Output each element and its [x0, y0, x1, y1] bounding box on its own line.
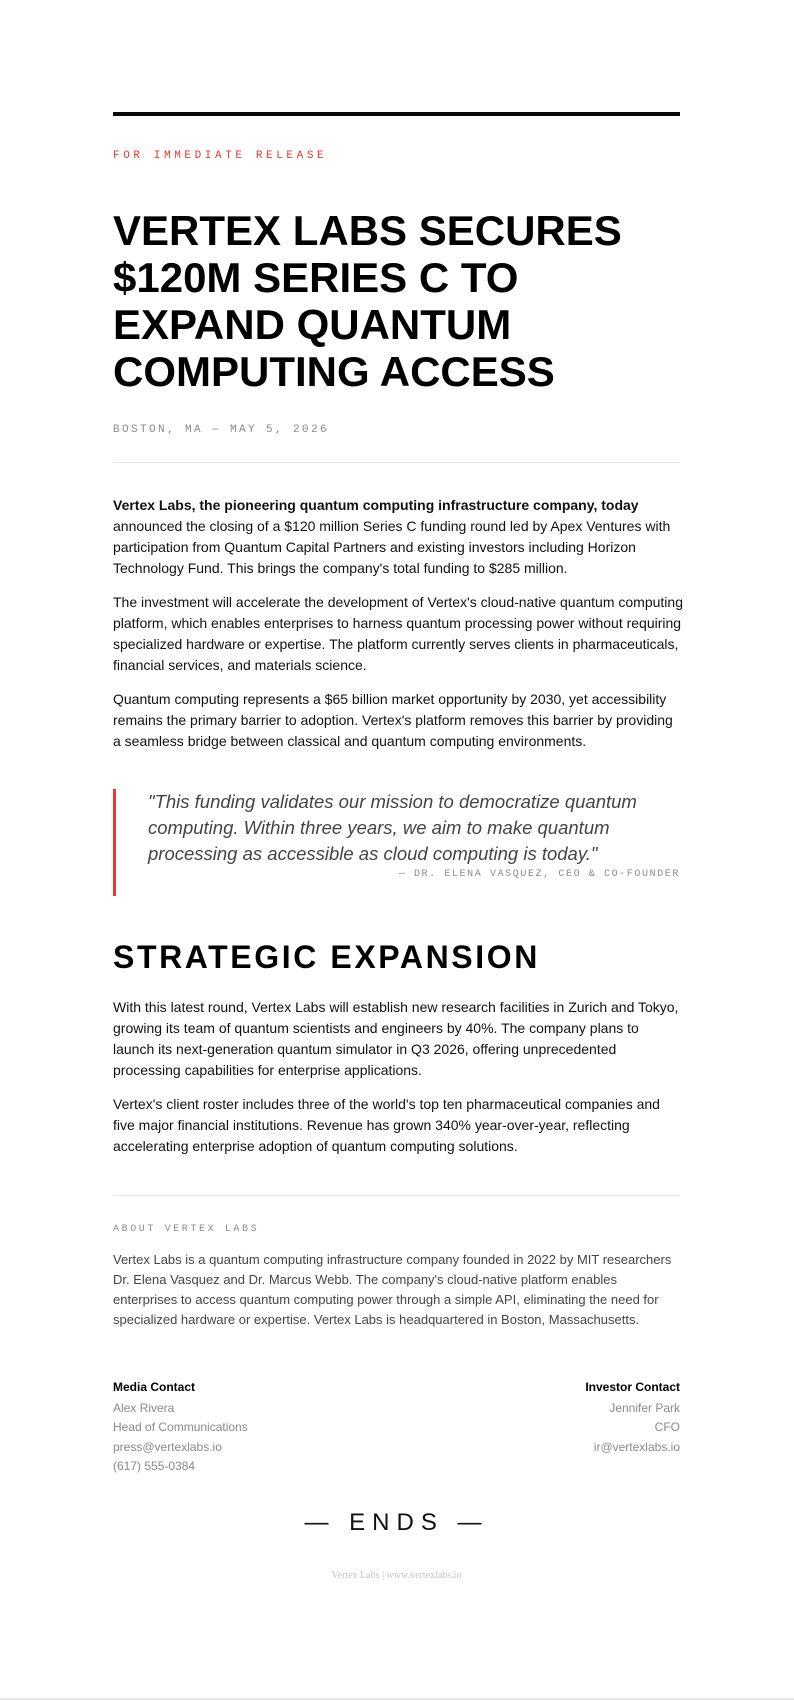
media-contact-phone[interactable]: (617) 555-0384	[113, 1458, 196, 1473]
media-contact	[113, 1378, 248, 1476]
investor-contact	[585, 1378, 680, 1457]
section-paragraph-1: With this latest round, Vertex Labs will establish new research facilities in Zurich and Tokyo, growing its team of quantum scientists and engineers by 40%. The company plans to launch its next-generation quantum simulator in Q3 2026, offering unprecedented processing capabilities for enterprise applications.	[113, 999, 679, 1078]
top-rule	[113, 112, 680, 116]
investor-contact-email[interactable]: ir@vertexlabs.io	[593, 1439, 680, 1454]
quote-attribution: — DR. ELENA VASQUEZ, CEO & CO-FOUNDER	[398, 869, 680, 880]
investor-contact-role: CFO	[654, 1420, 680, 1435]
footer[interactable]: Vertex Labs | www.vertexlabs.io	[331, 1570, 462, 1581]
investor-contact-title: Investor Contact	[585, 1380, 680, 1394]
body-paragraph-3: Quantum computing represents a $65 billion market opportunity by 2030, yet accessibility remains the primary barrier to adoption. Vertex's platform removes this barrier by providing a seamless bridge between classical and quantum computing environments.	[113, 691, 673, 749]
about-label: ABOUT VERTEX LABS	[113, 1224, 260, 1235]
media-contact-email[interactable]: press@vertexlabs.io	[113, 1439, 222, 1454]
media-contact-name: Alex Rivera	[113, 1401, 175, 1416]
dateline: BOSTON, MA — MAY 5, 2026	[113, 424, 330, 436]
investor-contact-name: Jennifer Park	[609, 1401, 680, 1416]
lead-paragraph	[113, 495, 683, 579]
lead-bold-text: Vertex Labs, the pioneering quantum computing infrastructure company, today	[113, 497, 639, 513]
lead-rest-text: announced the closing of a $120 million Series C funding round led by Apex Ventures with participation from Quantum Capital Partners and existing investors including Horizon Technology Fund. This brings the company's total funding to $285 million.	[113, 518, 671, 576]
section-heading: STRATEGIC EXPANSION	[113, 939, 540, 975]
section-paragraph-2: Vertex's client roster includes three of the world's top ten pharmaceutical companies and five major financial institutions. Revenue has grown 340% year-over-year, reflecting accelerating enterprise adoption of quantum computing solutions.	[113, 1096, 660, 1154]
divider	[113, 1195, 680, 1196]
headline: VERTEX LABS SECURES $120M SERIES C TO EXPAND QUANTUM COMPUTING ACCESS	[113, 207, 622, 395]
release-label: FOR IMMEDIATE RELEASE	[113, 150, 328, 162]
ends-marker: — ENDS —	[304, 1509, 489, 1536]
quote-text: "This funding validates our mission to democratize quantum computing. Within three years, we aim to make quantum processing as accessible as cloud computing is today."	[148, 791, 637, 864]
about-text: Vertex Labs is a quantum computing infrastructure company founded in 2022 by MIT researchers Dr. Elena Vasquez and Dr. Marcus Webb. The company's cloud-native platform enables enterprises to access quantum computing power through a simple API, eliminating the need for specialized hardware or expertise. Vertex Labs is headquartered in Boston, Massachusetts.	[113, 1252, 672, 1327]
divider	[113, 462, 680, 463]
pull-quote	[113, 789, 680, 896]
media-contact-role: Head of Communications	[113, 1420, 248, 1435]
body-paragraph-2: The investment will accelerate the development of Vertex's cloud-native quantum computing platform, which enables enterprises to harness quantum processing power without requiring specialized hardware or expertise. The platform currently serves clients in pharmaceuticals, financial services, and materials science.	[113, 594, 683, 673]
media-contact-title: Media Contact	[113, 1380, 196, 1394]
